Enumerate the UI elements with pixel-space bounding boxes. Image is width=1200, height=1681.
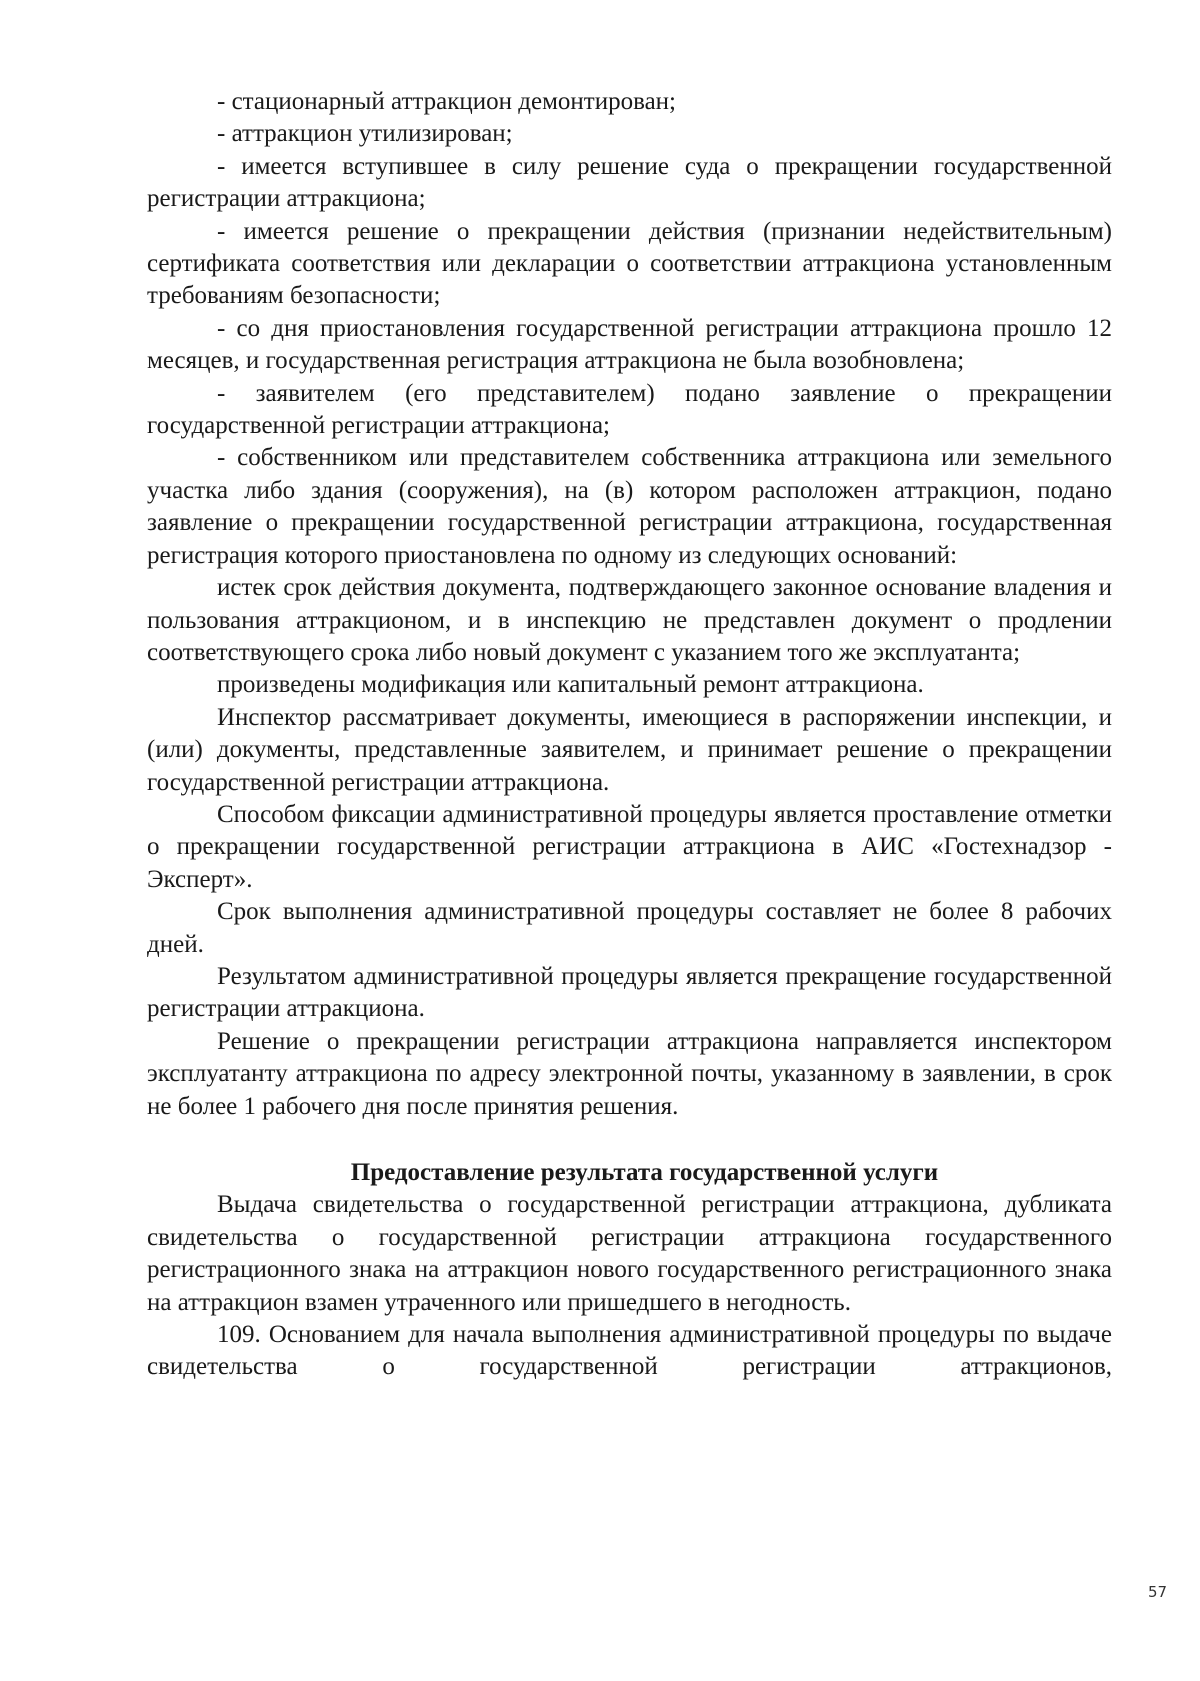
paragraph: - заявителем (его представителем) подано заявление о прекращении государственной регистрации аттракциона; xyxy=(147,379,1112,440)
paragraph: Способом фиксации административной процедуры является проставление отметки о прекращении государственной регистрации аттракциона в АИС «Гостехнадзор - Эксперт». xyxy=(147,800,1112,893)
section-spacer xyxy=(147,1123,1112,1157)
paragraph: - аттракцион утилизирован; xyxy=(217,120,513,148)
paragraph: 109. Основанием для начала выполнения административной процедуры по выдаче свидетельства о государственной регистрации аттракционов, xyxy=(147,1321,1112,1381)
paragraph: истек срок действия документа, подтверждающего законное основание владения и пользования аттракционом, и в инспекцию не представлен документ о продлении соответствующего срока либо новый документ с указанием того же эксплуатанта; xyxy=(147,574,1112,666)
page-number: 57 xyxy=(1148,1583,1168,1601)
paragraph: - стационарный аттракцион демонтирован; xyxy=(217,88,676,115)
paragraph: - имеется вступившее в силу решение суда о прекращении государственной регистрации аттракциона; xyxy=(147,152,1112,213)
paragraph: - собственником или представителем собственника аттракциона или земельного участка либо здания (сооружения), на (в) котором расположен аттракцион, подано заявление о прекращении государственной регистрации аттракциона, государственная регистрация которого приостановлена по одному из следующих оснований: xyxy=(147,444,1112,569)
paragraph: произведены модификация или капитальный ремонт аттракциона. xyxy=(217,671,924,699)
paragraph: - со дня приостановления государственной регистрации аттракциона прошло 12 месяцев, и государственная регистрация аттракциона не была возобновлена; xyxy=(147,314,1112,375)
section-heading: Предоставление результата государственной услуги xyxy=(350,1159,939,1186)
paragraph: Выдача свидетельства о государственной регистрации аттракциона, дубликата свидетельства о государственной регистрации аттракциона государственного регистрационного знака на аттракцион нового государственного регистрационного знака на аттракцион взамен утраченного или пришедшего в негодность. xyxy=(147,1191,1112,1316)
paragraph: - имеется решение о прекращении действия (признании недействительным) сертификата соответствия или декларации о соответствии аттракциона установленным требованиям безопасности; xyxy=(147,217,1112,310)
paragraph: Результатом административной процедуры является прекращение государственной регистрации аттракциона. xyxy=(147,962,1112,1023)
paragraph: Инспектор рассматривает документы, имеющиеся в распоряжении инспекции, и (или) документы, представленные заявителем, и принимает решение о прекращении государственной регистрации аттракциона. xyxy=(147,703,1112,796)
paragraph: Срок выполнения административной процедуры составляет не более 8 рабочих дней. xyxy=(147,898,1112,958)
document-page xyxy=(147,86,1112,1384)
paragraph: Решение о прекращении регистрации аттракциона направляется инспектором эксплуатанту аттракциона по адресу электронной почты, указанному в заявлении, в срок не более 1 рабочего дня после принятия решения. xyxy=(147,1027,1112,1120)
